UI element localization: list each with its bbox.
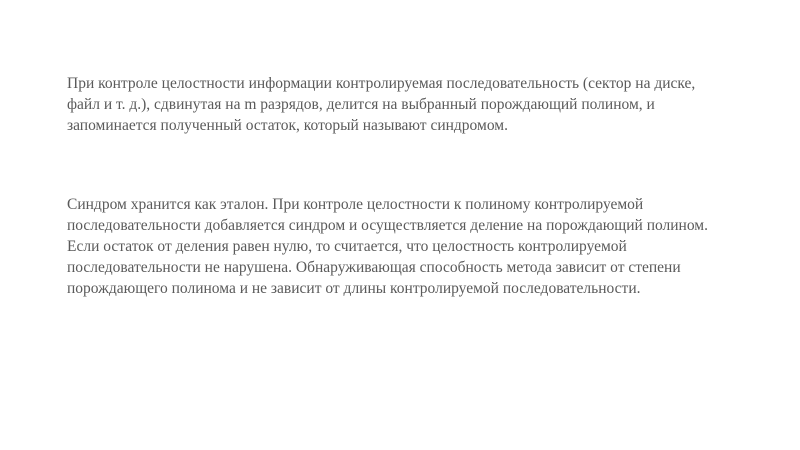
text-line: запоминается полученный остаток, который называют синдромом. <box>67 117 508 134</box>
text-line: последовательности не нарушена. Обнаруживающая способность метода зависит от степени <box>67 259 681 276</box>
text-line: При контроле целостности информации контролируемая последовательность (сектор на диске, <box>67 75 696 92</box>
paragraph-syndrome-check <box>67 194 767 299</box>
text-line: последовательности добавляется синдром и осуществляется деление на порождающий полином. <box>67 217 708 234</box>
text-line: порождающего полинома и не зависит от длины контролируемой последовательности. <box>67 280 641 297</box>
text-line: Синдром хранится как эталон. При контроле целостности к полиному контролируемой <box>67 196 644 213</box>
text-line: Если остаток от деления равен нулю, то считается, что целостность контролируемой <box>67 238 627 255</box>
paragraph-syndrome-definition <box>67 73 767 136</box>
text-line: файл и т. д.), сдвинутая на m разрядов, делится на выбранный порождающий полином, и <box>67 96 655 113</box>
